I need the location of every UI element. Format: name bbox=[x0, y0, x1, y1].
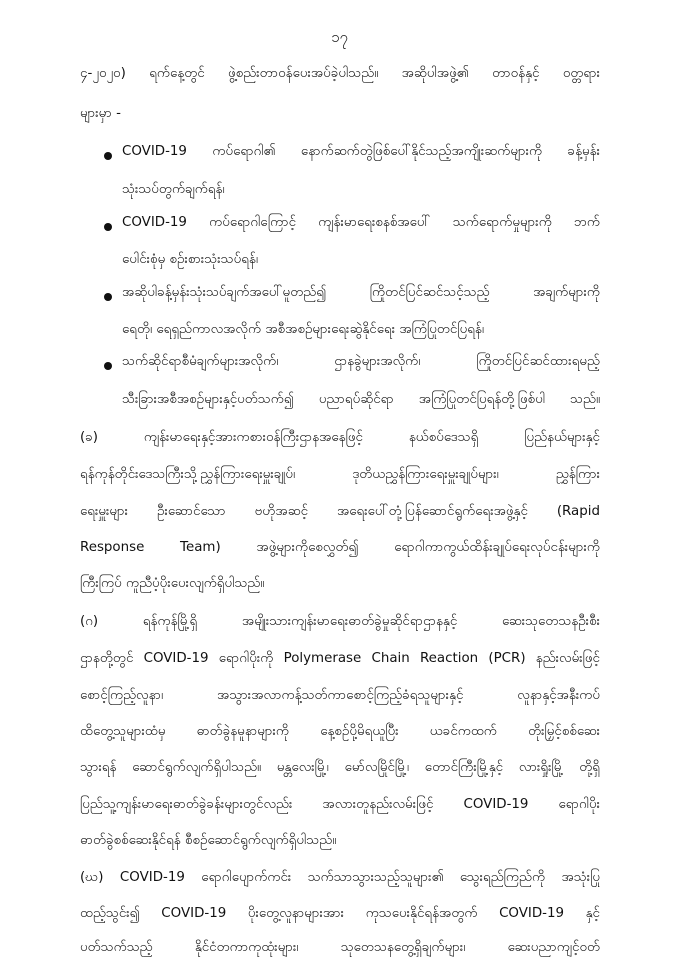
paragraph-line: ဌာနတို့တွင် COVID-19 ရောဂါပိုးကို Polymerase Chain Reaction (PCR) နည်းလမ်းဖြင့် bbox=[80, 651, 600, 666]
bullet-item-line: COVID-19 ကပ်ရောဂါ၏ နောက်ဆက်တွဲဖြစ်ပေါ်နိုင်သည့်အကျိုးဆက်များကို ခန့်မှန်း bbox=[122, 144, 600, 159]
bullet-icon bbox=[104, 362, 112, 370]
paragraph-line: ရန်ကုန်တိုင်းဒေသကြီးသို့ညွှန်ကြားရေးမှူးချုပ်၊ ဒုတိယညွှန်ကြားရေးမှူးချုပ်များ၊ ညွှန်ကြား bbox=[80, 467, 600, 482]
bullet-item-line: အဆိုပါခန့်မှန်းသုံးသပ်ချက်အပေါ်မူတည်၍ ကြိုတင်ပြင်ဆင်သင့်သည့် အချက်များကို bbox=[122, 285, 600, 300]
bullet-icon bbox=[104, 223, 112, 231]
intro-line: များမှာ - bbox=[80, 106, 121, 121]
paragraph-line: ကြီးကြပ် ကူညီပံ့ပိုးပေးလျက်ရှိပါသည်။ bbox=[80, 576, 265, 591]
paragraph-line: ထိတွေ့သူများထံမှ ဓာတ်ခွဲနမူနာများကို နေ့စဉ်ပို့မိရယူပြီး ယခင်ကထက် တိုးမြှင့်စစ်ဆေး bbox=[80, 724, 600, 739]
paragraph-line: ဓာတ်ခွဲစစ်ဆေးနိုင်ရန် စီစဉ်ဆောင်ရွက်လျက်ရှိပါသည်။ bbox=[80, 833, 337, 848]
paragraph-line: ထည့်သွင်း၍ COVID-19 ပိုးတွေ့လူနာများအား ကုသပေးနိုင်ရန်အတွက် COVID-19 နှင့် bbox=[80, 906, 600, 921]
bullet-item-line: ရေတို၊ ရေရှည်ကာလအလိုက် အစီအစဉ်များရေးဆွဲနိုင်ရေး အကြံပြုတင်ပြရန်၊ bbox=[122, 322, 484, 337]
bullet-item-line: သီးခြားအစီအစဉ်များနှင့်ပတ်သက်၍ ပညာရပ်ဆိုင်ရာ အကြံပြုတင်ပြရန်တို့ဖြစ်ပါ သည်။ bbox=[122, 392, 600, 407]
bullet-item-line: သက်ဆိုင်ရာစီမံချက်များအလိုက်၊ ဌာနခွဲများအလိုက်၊ ကြိုတင်ပြင်ဆင်ထားရမည့် bbox=[122, 354, 600, 369]
paragraph-line: ပြည်သူ့ကျန်းမာရေးဓာတ်ခွဲခန်းများတွင်လည်း အလားတူနည်းလမ်းဖြင့် COVID-19 ရောဂါပိုး bbox=[80, 797, 600, 812]
intro-line: ၄-၂၀၂၀) ရက်နေ့တွင် ဖွဲ့စည်းတာဝန်ပေးအပ်ခဲ့ပါသည်။ အဆိုပါအဖွဲ့၏ တာဝန်နှင့် ဝတ္တရား bbox=[80, 66, 600, 81]
bullet-item-line: COVID-19 ကပ်ရောဂါကြောင့် ကျန်းမာရေးစနစ်အပေါ် သက်ရောက်မှုများကို ဘက် bbox=[122, 215, 600, 230]
paragraph-line: ရေးမှူးများ ဦးဆောင်သော ဗဟိုအဆင့် အရေးပေါ်တုံ့ပြန်ဆောင်ရွက်ရေးအဖွဲ့နှင့် (Rapid bbox=[80, 504, 600, 519]
bullet-icon bbox=[104, 152, 112, 160]
paragraph-line: စောင့်ကြည့်လူနာ၊ အသွားအလာကန့်သတ်ကာစောင့်ကြည့်ခံရသူများနှင့် လူနာနှင့်အနီးကပ် bbox=[80, 688, 600, 703]
paragraph-line: (ဂ) ရန်ကုန်မြို့ရှိ အမျိုးသားကျန်းမာရေးဓာတ်ခွဲမှုဆိုင်ရာဌာနနှင့် ဆေးသုတေသနဦးစီး bbox=[80, 614, 600, 629]
paragraph-line: (ဃ) COVID-19 ရောဂါပျောက်ကင်း သက်သာသွားသည့်သူများ၏ သွေးရည်ကြည်ကို အသုံးပြု bbox=[80, 870, 600, 885]
bullet-icon bbox=[104, 293, 112, 301]
paragraph-line: Response Team) အဖွဲ့များကိုစေလွှတ်၍ ရောဂါကာကွယ်ထိန်းချုပ်ရေးလုပ်ငန်းများကို bbox=[80, 540, 600, 555]
page-number: ၁၇ bbox=[331, 28, 348, 46]
paragraph-line: (ခ) ကျန်းမာရေးနှင့်အားကစားဝန်ကြီးဌာနအနေဖြင့် နယ်စပ်ဒေသရှိ ပြည်နယ်များနှင့် bbox=[80, 430, 600, 445]
bullet-item-line: ပေါင်းစုံမှ စဉ်းစားသုံးသပ်ရန်၊ bbox=[122, 252, 258, 267]
paragraph-line: ပတ်သက်သည့် နိုင်ငံတကာကုထုံးများ၊ သုတေသနတွေ့ရှိချက်များ၊ ဆေးပညာကျင့်ဝတ် bbox=[80, 940, 600, 955]
paragraph-line: သွားရန် ဆောင်ရွက်လျက်ရှိပါသည်။ မန္တလေးမြို့၊ မော်လမြိုင်မြို့၊ တောင်ကြီးမြို့နှင့် လားရှိုးမြို့ တို့ရှိ bbox=[80, 760, 600, 775]
bullet-item-line: သုံးသပ်တွက်ချက်ရန်၊ bbox=[122, 182, 225, 197]
